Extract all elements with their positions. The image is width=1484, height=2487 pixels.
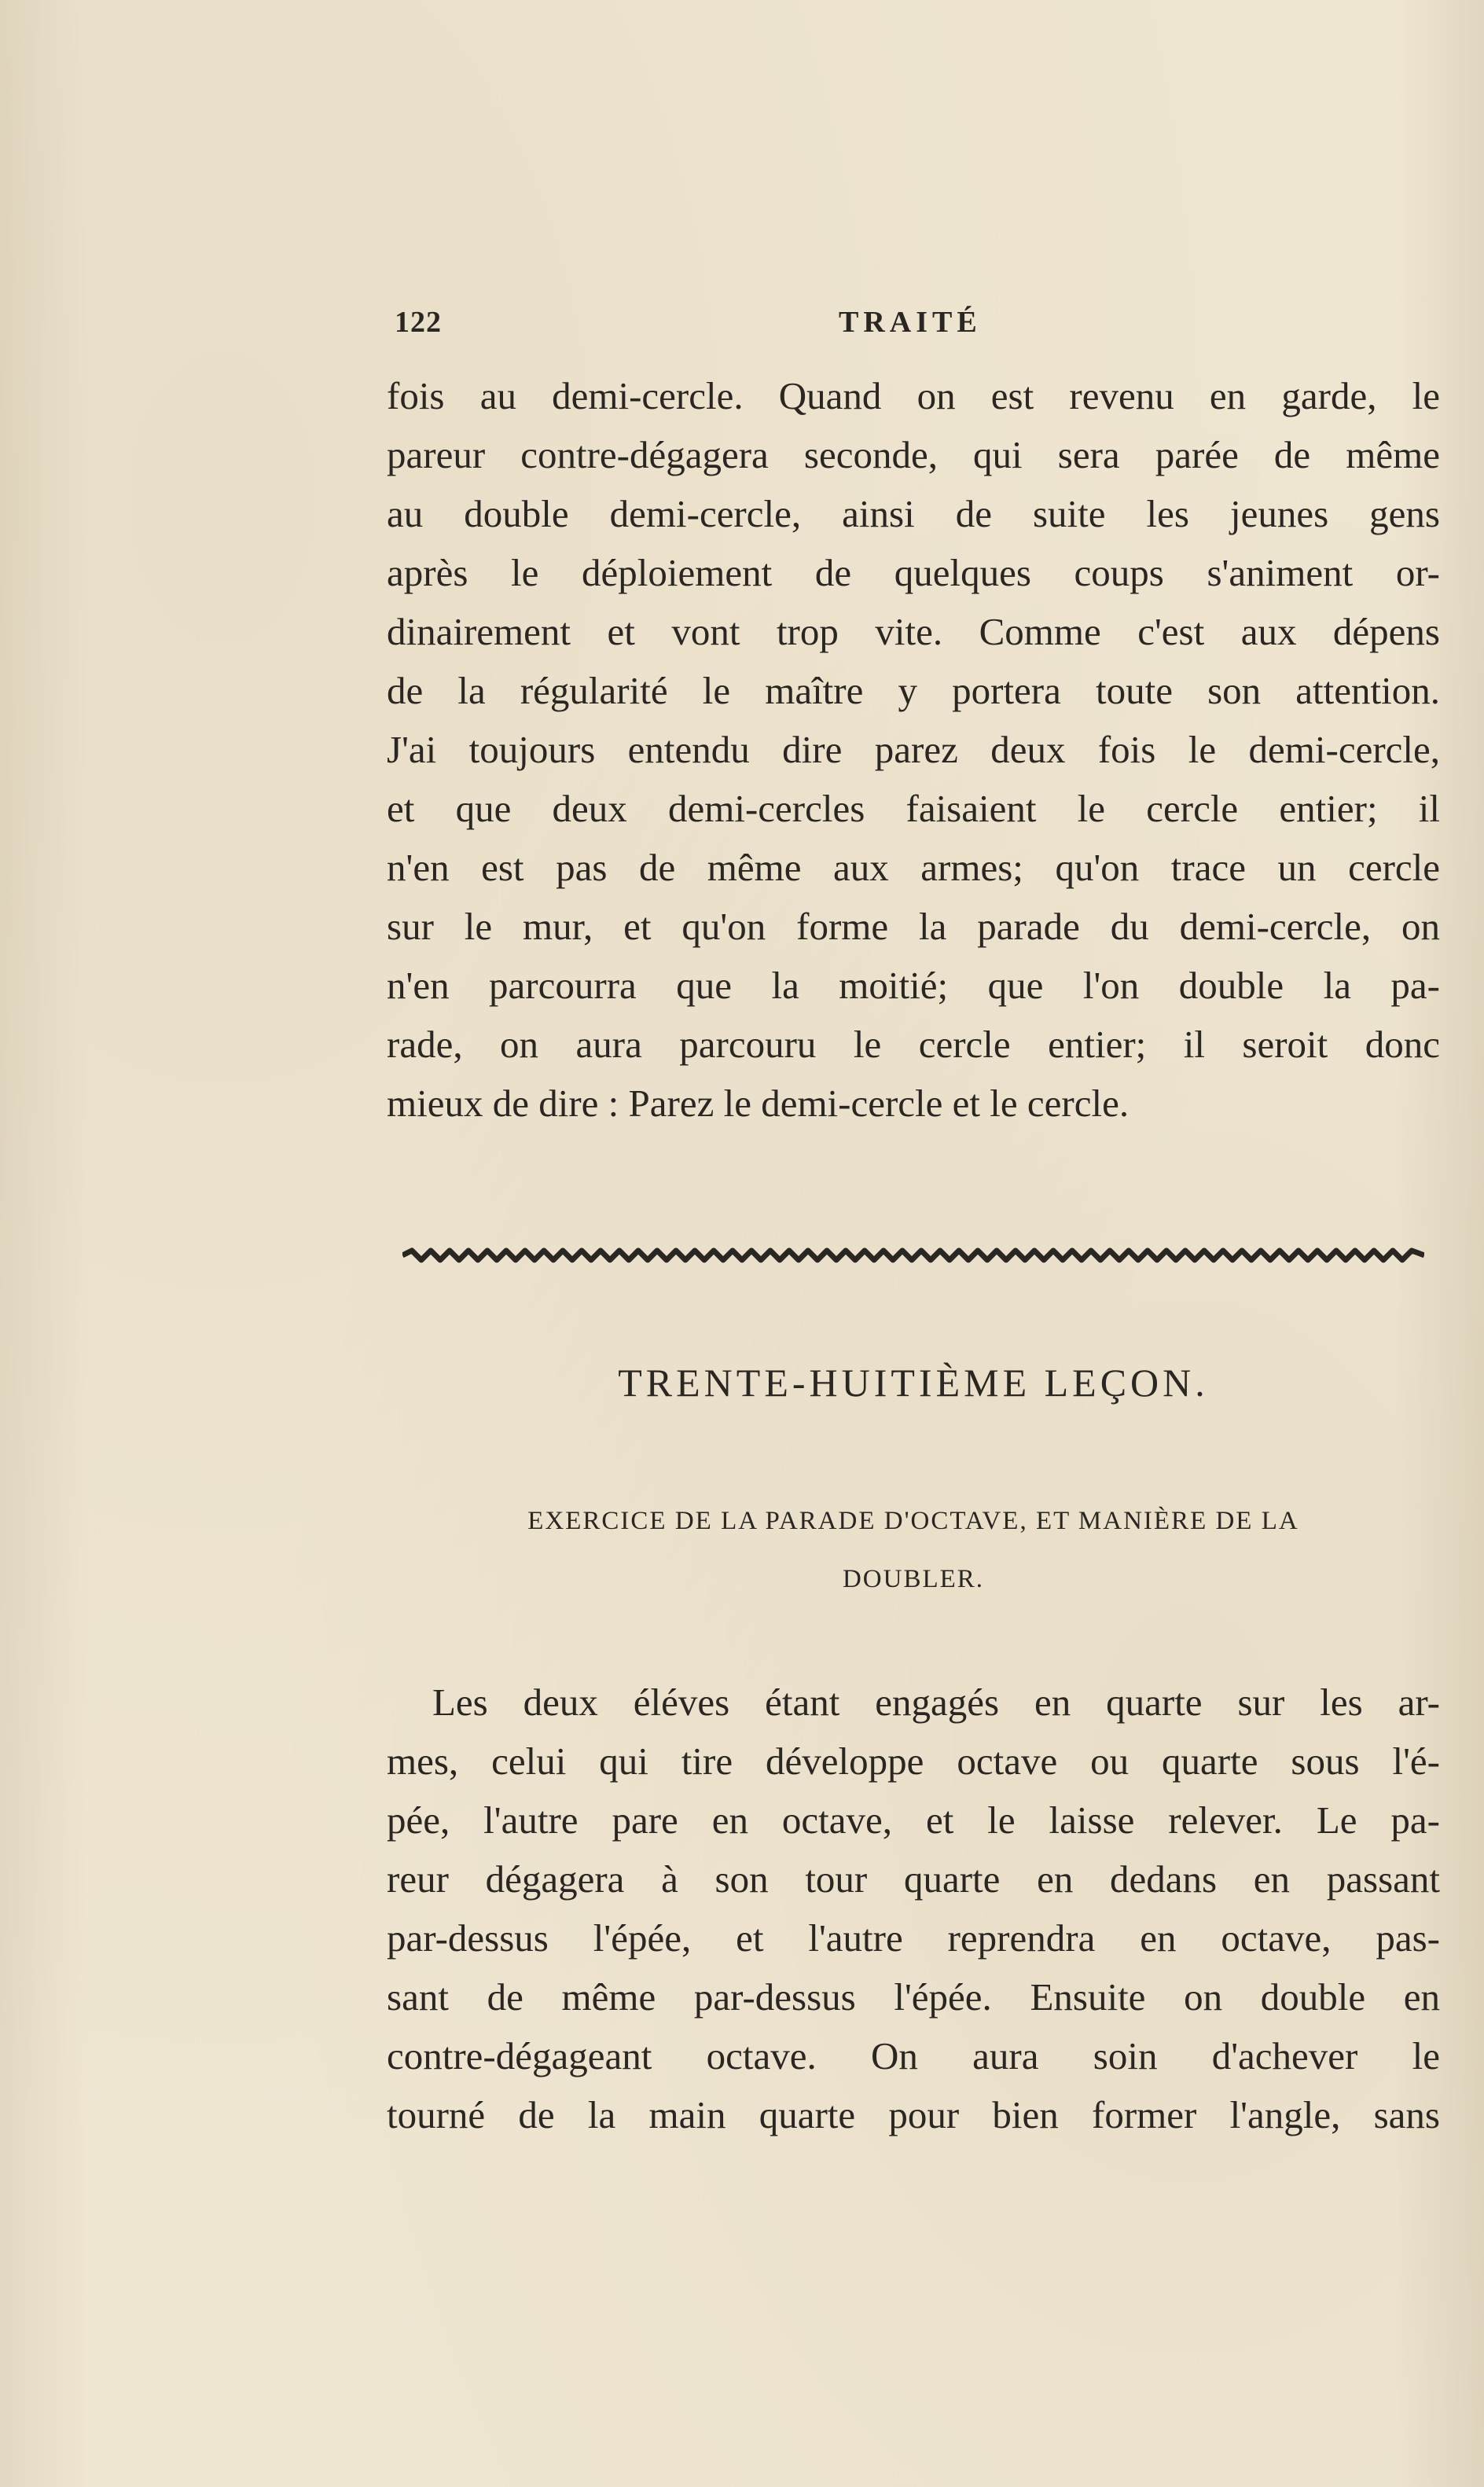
text-line: n'en est pas de même aux armes; qu'on trace un cercle bbox=[387, 846, 1440, 889]
text-line: mes, celui qui tire développe octave ou quarte sous l'é- bbox=[387, 1739, 1440, 1783]
text-line: et que deux demi-cercles faisaient le cercle entier; il bbox=[387, 787, 1440, 830]
text-line: tourné de la main quarte pour bien former l'angle, sans bbox=[387, 2093, 1440, 2136]
paragraph-continued bbox=[387, 366, 1440, 1133]
lesson-title: TRENTE-HUITIÈME LEÇON. bbox=[618, 1361, 1209, 1405]
running-title: TRAITÉ bbox=[839, 306, 982, 339]
text-line: mieux de dire : Parez le demi-cercle et le cercle. bbox=[387, 1082, 1130, 1125]
text-line: au double demi-cercle, ainsi de suite les jeunes gens bbox=[387, 492, 1440, 535]
ornamental-divider bbox=[402, 1244, 1424, 1268]
text-line: pée, l'autre pare en octave, et le laisse relever. Le pa- bbox=[387, 1798, 1440, 1842]
text-line: sur le mur, et qu'on forme la parade du demi-cercle, on bbox=[387, 905, 1440, 948]
text-line: J'ai toujours entendu dire parez deux fois le demi-cercle, bbox=[387, 728, 1440, 771]
text-line: pareur contre-dégagera seconde, qui sera parée de même bbox=[387, 433, 1440, 476]
subtitle-line: DOUBLER. bbox=[842, 1565, 985, 1593]
lesson-paragraph bbox=[387, 1673, 1440, 2144]
lesson-subtitle bbox=[402, 1492, 1424, 1608]
running-head bbox=[387, 305, 1432, 352]
page-number: 122 bbox=[395, 306, 442, 339]
text-line: après le déploiement de quelques coups s'animent or- bbox=[387, 551, 1440, 594]
text-line: de la régularité le maître y portera toute son attention. bbox=[387, 669, 1440, 712]
text-line: rade, on aura parcouru le cercle entier; il seroit donc bbox=[387, 1023, 1440, 1066]
text-line: reur dégagera à son tour quarte en dedans en passant bbox=[387, 1857, 1440, 1901]
text-line: fois au demi-cercle. Quand on est revenu en garde, le bbox=[387, 374, 1440, 417]
text-line: Les deux éléves étant engagés en quarte sur les ar- bbox=[432, 1681, 1440, 1724]
text-line: sant de même par-dessus l'épée. Ensuite on double en bbox=[387, 1975, 1440, 2019]
text-line: dinairement et vont trop vite. Comme c'est aux dépens bbox=[387, 610, 1440, 653]
text-line: contre-dégageant octave. On aura soin d'achever le bbox=[387, 2034, 1440, 2077]
text-line: par-dessus l'épée, et l'autre reprendra en octave, pas- bbox=[387, 1916, 1440, 1960]
subtitle-line: EXERCICE DE LA PARADE D'OCTAVE, ET MANIÈRE DE LA bbox=[527, 1507, 1299, 1535]
text-line: n'en parcourra que la moitié; que l'on double la pa- bbox=[387, 964, 1440, 1007]
